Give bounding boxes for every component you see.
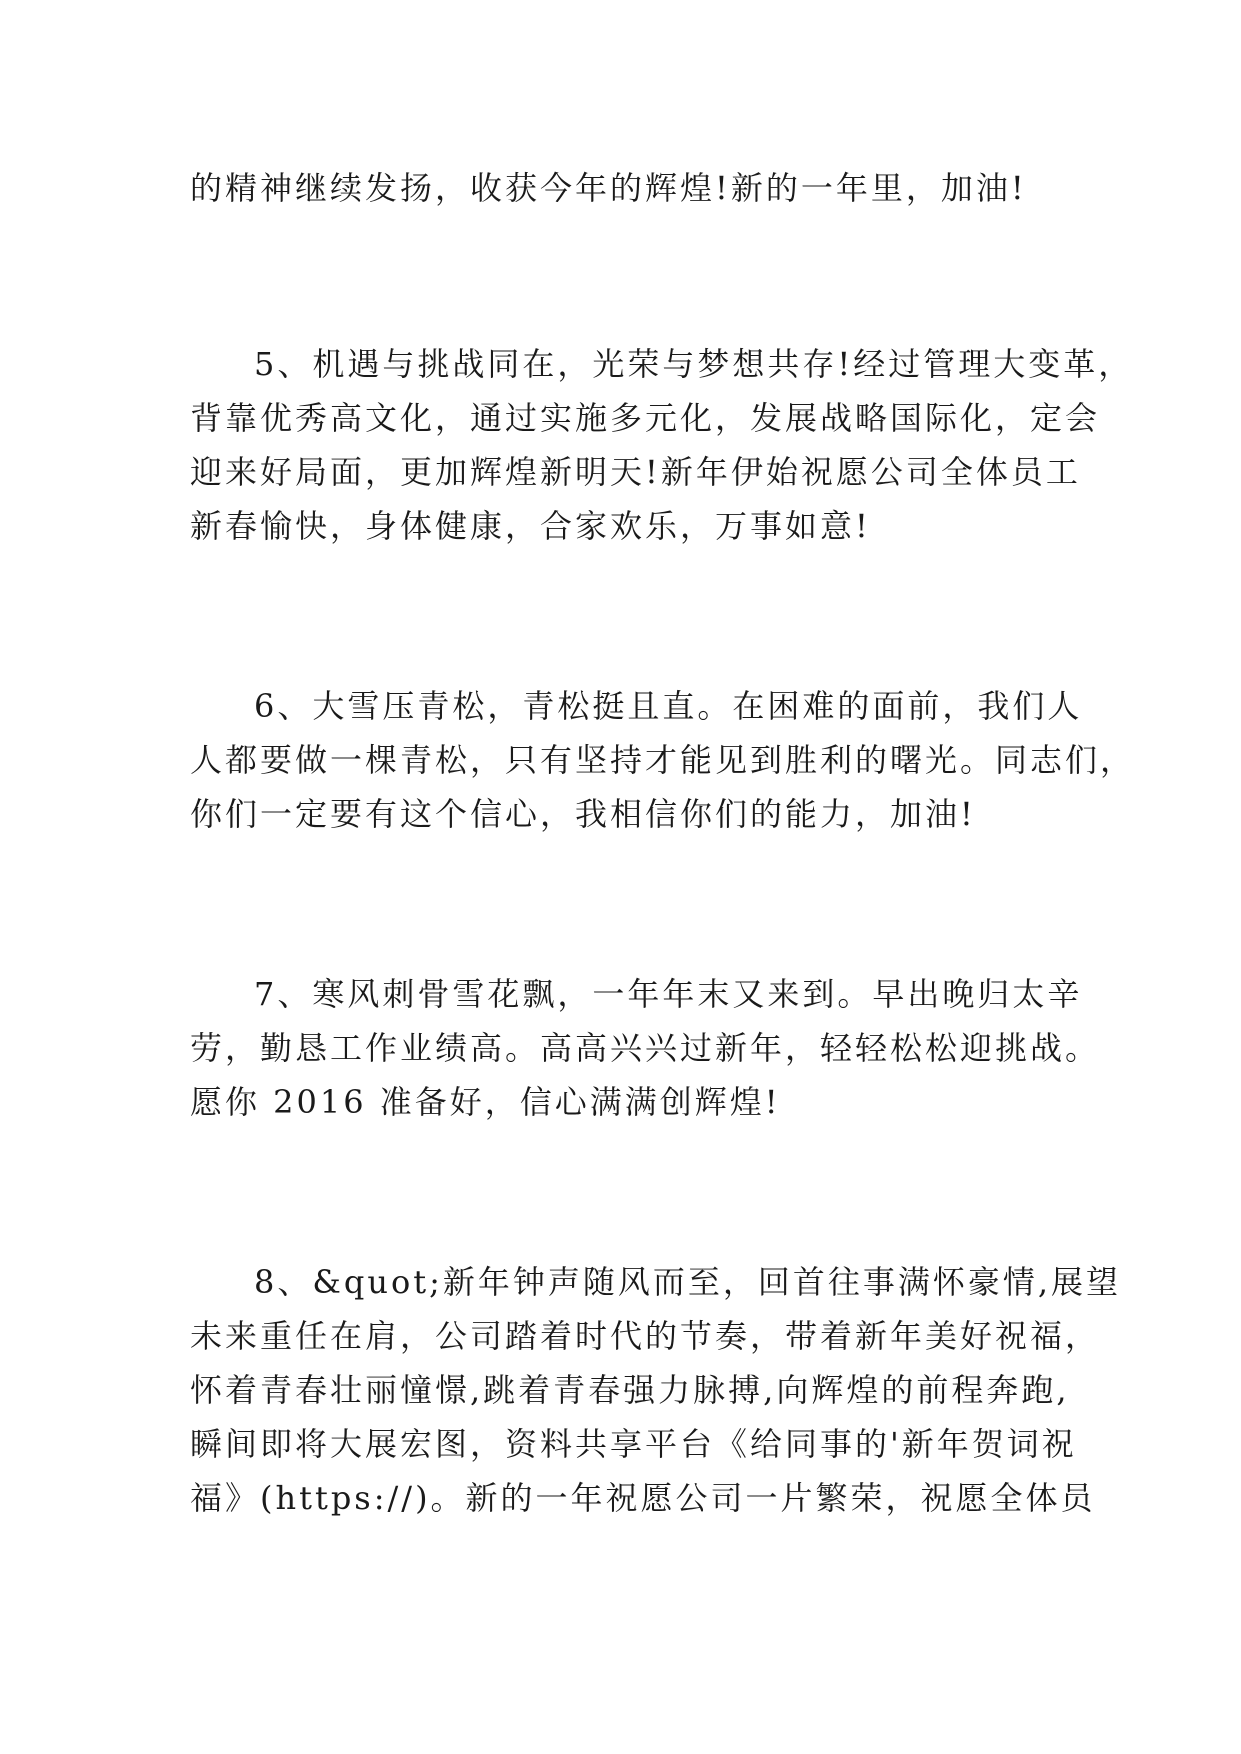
paragraph-3-line-1: 6、大雪压青松，青松挺且直。在困难的面前，我们人 [254, 687, 1083, 725]
paragraph-2-line-1: 5、机遇与挑战同在，光荣与梦想共存!经过管理大变革， [254, 345, 1134, 383]
paragraph-2-line-4: 新春愉快，身体健康，合家欢乐，万事如意! [190, 507, 871, 545]
paragraph-4-line-1: 7、寒风刺骨雪花飘，一年年末又来到。早出晚归太辛 [254, 975, 1083, 1013]
paragraph-5-line-4: 瞬间即将大展宏图，资料共享平台《给同事的'新年贺词祝 [190, 1425, 1077, 1463]
paragraph-4-line-3: 愿你 2016 准备好，信心满满创辉煌! [190, 1083, 781, 1121]
paragraph-3-line-3: 你们一定要有这个信心，我相信你们的能力，加油! [190, 795, 976, 833]
paragraph-5-line-2: 未来重任在肩，公司踏着时代的节奏，带着新年美好祝福， [190, 1317, 1101, 1355]
paragraph-5-line-5: 福》(https://)。新的一年祝愿公司一片繁荣，祝愿全体员 [190, 1479, 1096, 1517]
paragraph-1-line-1: 的精神继续发扬，收获今年的辉煌!新的一年里，加油! [190, 169, 1027, 207]
paragraph-2-line-3: 迎来好局面，更加辉煌新明天!新年伊始祝愿公司全体员工 [190, 453, 1081, 491]
paragraph-3-line-2: 人都要做一棵青松，只有坚持才能见到胜利的曙光。同志们， [190, 741, 1136, 779]
paragraph-4-line-2: 劳，勤恳工作业绩高。高高兴兴过新年，轻轻松松迎挑战。 [190, 1029, 1101, 1067]
paragraph-5-line-1: 8、&quot;新年钟声随风而至，回首往事满怀豪情,展望 [254, 1263, 1122, 1301]
paragraph-2-line-2: 背靠优秀高文化，通过实施多元化，发展战略国际化，定会 [190, 399, 1101, 437]
paragraph-5-line-3: 怀着青春壮丽憧憬,跳着青春强力脉搏,向辉煌的前程奔跑, [190, 1371, 1070, 1409]
